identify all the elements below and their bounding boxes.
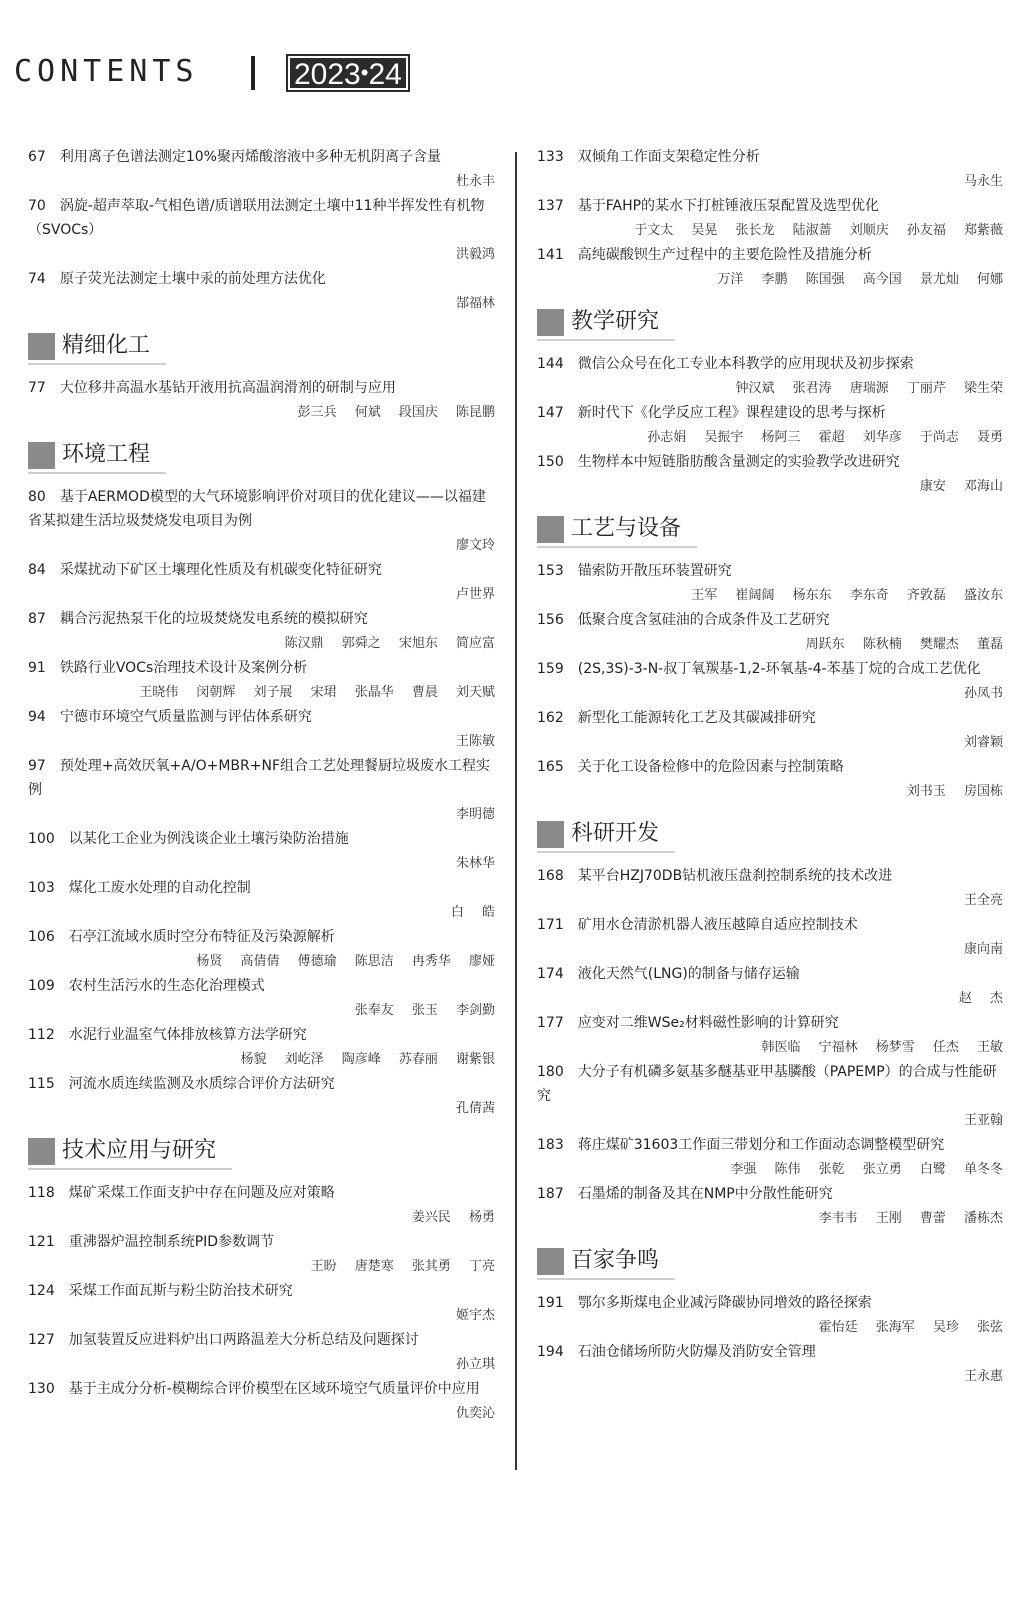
toc-entry[interactable] bbox=[28, 925, 495, 974]
entry-title-line bbox=[28, 607, 495, 631]
entry-title-line bbox=[28, 705, 495, 729]
entry-title-line bbox=[28, 485, 495, 533]
section-heading bbox=[537, 1244, 1003, 1282]
entry-page-number: 70 bbox=[28, 198, 46, 214]
entry-page-number: 121 bbox=[28, 1234, 55, 1250]
entry-authors: 王盼 唐楚寒 张其勇 丁亮 bbox=[310, 1259, 495, 1274]
entry-title-line bbox=[28, 1181, 495, 1205]
toc-entry[interactable] bbox=[537, 243, 1003, 292]
entry-page-number: 141 bbox=[537, 247, 564, 263]
entry-title-line bbox=[537, 1011, 1003, 1035]
toc-entry[interactable] bbox=[537, 1011, 1003, 1060]
section-marker-icon bbox=[537, 1248, 564, 1275]
entry-title: 农村生活污水的生态化治理模式 bbox=[68, 978, 265, 994]
entry-title: 涡旋-超声萃取-气相色谱/质谱联用法测定土壤中11种半挥发性有机物（SVOCs） bbox=[28, 198, 485, 238]
toc-entry[interactable] bbox=[537, 1060, 1003, 1133]
entry-title: (2S,3S)-3-N-叔丁氧羰基-1,2-环氧基-4-苯基丁烷的合成工艺优化 bbox=[577, 661, 981, 677]
toc-entry[interactable] bbox=[28, 485, 495, 558]
entry-title: 宁德市环境空气质量监测与评估体系研究 bbox=[59, 709, 312, 725]
entry-title: 鄂尔多斯煤电企业减污降碳协同增效的路径探索 bbox=[577, 1295, 872, 1311]
toc-entry[interactable] bbox=[28, 607, 495, 656]
entry-title: 生物样本中短链脂肪酸含量测定的实验教学改进研究 bbox=[577, 454, 900, 470]
section-underline bbox=[537, 851, 675, 853]
toc-entry[interactable] bbox=[537, 913, 1003, 962]
toc-entry[interactable] bbox=[537, 145, 1003, 194]
section-title: 工艺与设备 bbox=[571, 516, 682, 541]
entry-page-number: 118 bbox=[28, 1185, 55, 1201]
toc-entry[interactable] bbox=[537, 559, 1003, 608]
toc-entry[interactable] bbox=[28, 754, 495, 827]
section-marker-icon bbox=[537, 309, 564, 336]
entry-title-line bbox=[537, 1182, 1003, 1206]
section-marker-icon bbox=[28, 333, 55, 360]
section-heading bbox=[537, 817, 1003, 855]
entry-page-number: 124 bbox=[28, 1283, 55, 1299]
entry-title: 基于AERMOD模型的大气环境影响评价对项目的优化建议——以福建省某拟建生活垃圾焚烧发电项目为例 bbox=[28, 489, 486, 529]
section-underline bbox=[28, 1168, 232, 1170]
entry-page-number: 191 bbox=[537, 1295, 564, 1311]
entry-authors: 卢世界 bbox=[455, 587, 495, 602]
entry-authors: 刘书玉 房国栋 bbox=[906, 784, 1003, 799]
entry-authors: 孔倩茜 bbox=[455, 1101, 495, 1116]
entry-authors: 王陈敏 bbox=[455, 734, 495, 749]
header-divider bbox=[251, 56, 255, 90]
entry-title: 低聚合度含氢硅油的合成条件及工艺研究 bbox=[577, 612, 830, 628]
toc-entry[interactable] bbox=[28, 1377, 495, 1426]
entry-page-number: 77 bbox=[28, 380, 46, 396]
toc-entry[interactable] bbox=[28, 656, 495, 705]
entry-title-line bbox=[537, 755, 1003, 779]
entry-page-number: 144 bbox=[537, 356, 564, 372]
section-underline bbox=[537, 1278, 675, 1280]
toc-entry[interactable] bbox=[537, 657, 1003, 706]
entry-title: 原子荧光法测定土壤中汞的前处理方法优化 bbox=[59, 271, 326, 287]
entry-title: 锚索防开散压环装置研究 bbox=[577, 563, 732, 579]
entry-title: 新型化工能源转化工艺及其碳减排研究 bbox=[577, 710, 816, 726]
entry-title-line bbox=[28, 267, 495, 291]
toc-entry[interactable] bbox=[28, 376, 495, 425]
toc-entry[interactable] bbox=[537, 401, 1003, 450]
entry-page-number: 147 bbox=[537, 405, 564, 421]
entry-title-line bbox=[537, 401, 1003, 425]
toc-entry[interactable] bbox=[28, 1279, 495, 1328]
entry-title: 新时代下《化学反应工程》课程建设的思考与探析 bbox=[577, 405, 886, 421]
entry-title-line bbox=[28, 1230, 495, 1254]
entry-title: 矿用水仓清淤机器人液压越障自适应控制技术 bbox=[577, 917, 858, 933]
entry-page-number: 91 bbox=[28, 660, 46, 676]
entry-title: 加氢装置反应进料炉出口两路温差大分析总结及问题探讨 bbox=[68, 1332, 419, 1348]
entry-authors: 李强 陈伟 张乾 张立勇 白鹭 单冬冬 bbox=[730, 1162, 1003, 1177]
entry-page-number: 112 bbox=[28, 1027, 55, 1043]
entry-page-number: 150 bbox=[537, 454, 564, 470]
entry-authors: 康向南 bbox=[963, 942, 1003, 957]
toc-entry[interactable] bbox=[28, 1328, 495, 1377]
entry-page-number: 127 bbox=[28, 1332, 55, 1348]
entry-page-number: 84 bbox=[28, 562, 46, 578]
entry-title-line bbox=[28, 194, 495, 242]
section-underline bbox=[537, 546, 697, 548]
toc-entry[interactable] bbox=[537, 1340, 1003, 1389]
entry-page-number: 130 bbox=[28, 1381, 55, 1397]
entry-authors: 王军 崔阔阔 杨东东 李东奇 齐敦磊 盛汝东 bbox=[691, 588, 1003, 603]
entry-page-number: 183 bbox=[537, 1137, 564, 1153]
entry-authors: 王永惠 bbox=[963, 1369, 1003, 1384]
toc-entry[interactable] bbox=[537, 352, 1003, 401]
entry-page-number: 171 bbox=[537, 917, 564, 933]
entry-page-number: 80 bbox=[28, 489, 46, 505]
toc-entry[interactable] bbox=[537, 706, 1003, 755]
entry-authors: 王全亮 bbox=[963, 893, 1003, 908]
section-title: 教学研究 bbox=[571, 309, 660, 334]
entry-authors: 仇奕沁 bbox=[455, 1406, 495, 1421]
section-heading bbox=[537, 305, 1003, 343]
entry-page-number: 94 bbox=[28, 709, 46, 725]
contents-title: CONTENTS bbox=[14, 54, 199, 89]
entry-title: 基于主成分分析-模糊综合评价模型在区域环境空气质量评价中应用 bbox=[68, 1381, 480, 1397]
left-column bbox=[28, 145, 495, 1426]
entry-authors: 洪毅鸿 bbox=[455, 247, 495, 262]
entry-title-line bbox=[537, 864, 1003, 888]
entry-page-number: 106 bbox=[28, 929, 55, 945]
entry-authors: 张奉友 张玉 李剑勤 bbox=[354, 1003, 495, 1018]
toc-entry[interactable] bbox=[28, 558, 495, 607]
contents-header bbox=[14, 52, 1014, 92]
column-divider bbox=[515, 152, 517, 1470]
entry-page-number: 187 bbox=[537, 1186, 564, 1202]
entry-title: 高纯碳酸钡生产过程中的主要危险性及措施分析 bbox=[577, 247, 872, 263]
entry-title: 河流水质连续监测及水质综合评价方法研究 bbox=[68, 1076, 335, 1092]
entry-title-line bbox=[537, 962, 1003, 986]
entry-authors: 李韦韦 王刚 曹蕾 潘栋杰 bbox=[818, 1211, 1003, 1226]
entry-page-number: 156 bbox=[537, 612, 564, 628]
entry-authors: 李明德 bbox=[455, 807, 495, 822]
entry-page-number: 103 bbox=[28, 880, 55, 896]
section-heading bbox=[28, 1134, 495, 1172]
section-underline bbox=[537, 339, 675, 341]
entry-page-number: 180 bbox=[537, 1064, 564, 1080]
entry-page-number: 165 bbox=[537, 759, 564, 775]
entry-title-line bbox=[537, 559, 1003, 583]
toc-entry[interactable] bbox=[537, 1291, 1003, 1340]
entry-authors: 霍怡廷 张海军 吴珍 张弦 bbox=[818, 1320, 1003, 1335]
entry-authors: 周跃东 陈秋楠 樊耀杰 董磊 bbox=[805, 637, 1003, 652]
entry-title-line bbox=[28, 1023, 495, 1047]
toc-entry[interactable] bbox=[28, 1072, 495, 1121]
entry-title: 大位移井高温水基钻开液用抗高温润滑剂的研制与应用 bbox=[59, 380, 396, 396]
entry-authors: 姜兴民 杨勇 bbox=[411, 1210, 495, 1225]
section-heading bbox=[28, 329, 495, 367]
entry-title: 水泥行业温室气体排放核算方法学研究 bbox=[68, 1027, 307, 1043]
entry-title: 利用离子色谱法测定10%聚丙烯酸溶液中多种无机阴离子含量 bbox=[59, 149, 441, 165]
entry-title: 大分子有机磷多氨基多醚基亚甲基膦酸（PAPEMP）的合成与性能研究 bbox=[537, 1064, 997, 1104]
issue-badge bbox=[286, 54, 410, 92]
entry-authors: 赵 杰 bbox=[958, 991, 1003, 1006]
entry-title-line bbox=[537, 145, 1003, 169]
entry-title-line bbox=[537, 1291, 1003, 1315]
section-underline bbox=[28, 363, 166, 365]
entry-authors: 马永生 bbox=[963, 174, 1003, 189]
entry-title: 微信公众号在化工专业本科教学的应用现状及初步探索 bbox=[577, 356, 914, 372]
entry-title-line bbox=[537, 1340, 1003, 1364]
entry-authors: 彭三兵 何斌 段国庆 陈昆鹏 bbox=[297, 405, 495, 420]
entry-page-number: 159 bbox=[537, 661, 564, 677]
entry-authors: 钟汉斌 张君涛 唐瑞源 丁丽芹 梁生荣 bbox=[735, 381, 1003, 396]
toc-entry[interactable] bbox=[28, 876, 495, 925]
entry-authors: 韩医临 宁福林 杨梦雪 任杰 王敏 bbox=[761, 1040, 1003, 1055]
entry-title: 以某化工企业为例浅谈企业土壤污染防治措施 bbox=[68, 831, 349, 847]
entry-page-number: 137 bbox=[537, 198, 564, 214]
entry-title: 石油仓储场所防火防爆及消防安全管理 bbox=[577, 1344, 816, 1360]
entry-page-number: 87 bbox=[28, 611, 46, 627]
entry-authors: 陈汉鼎 郭舜之 宋旭东 简应富 bbox=[284, 636, 495, 651]
entry-title: 采煤扰动下矿区土壤理化性质及有机碳变化特征研究 bbox=[59, 562, 382, 578]
section-heading bbox=[28, 438, 495, 476]
section-marker-icon bbox=[28, 442, 55, 469]
entry-title-line bbox=[537, 608, 1003, 632]
entry-title-line bbox=[28, 1377, 495, 1401]
entry-title-line bbox=[28, 925, 495, 949]
entry-title-line bbox=[28, 876, 495, 900]
entry-authors: 廖文玲 bbox=[455, 538, 495, 553]
entry-title-line bbox=[537, 243, 1003, 267]
section-marker-icon bbox=[537, 821, 564, 848]
entry-page-number: 74 bbox=[28, 271, 46, 287]
entry-title: 铁路行业VOCs治理技术设计及案例分析 bbox=[59, 660, 308, 676]
entry-title: 耦合污泥热泵干化的垃圾焚烧发电系统的模拟研究 bbox=[59, 611, 368, 627]
entry-authors: 白 皓 bbox=[450, 905, 495, 920]
entry-title: 蒋庄煤矿31603工作面三带划分和工作面动态调整模型研究 bbox=[577, 1137, 945, 1153]
right-column bbox=[537, 145, 1003, 1389]
entry-title-line bbox=[28, 656, 495, 680]
entry-page-number: 115 bbox=[28, 1076, 55, 1092]
entry-title-line bbox=[28, 754, 495, 802]
toc-entry[interactable] bbox=[28, 145, 495, 194]
entry-title-line bbox=[28, 1072, 495, 1096]
entry-title: 关于化工设备检修中的危险因素与控制策略 bbox=[577, 759, 844, 775]
entry-page-number: 109 bbox=[28, 978, 55, 994]
entry-title-line bbox=[537, 352, 1003, 376]
toc-entry[interactable] bbox=[537, 1182, 1003, 1231]
toc-entry[interactable] bbox=[537, 962, 1003, 1011]
entry-authors: 杨貌 刘屹泽 陶彦峰 苏春丽 谢紫银 bbox=[240, 1052, 495, 1067]
toc-entry[interactable] bbox=[28, 267, 495, 316]
entry-title: 双倾角工作面支架稳定性分析 bbox=[577, 149, 760, 165]
issue-dot: • bbox=[360, 60, 369, 85]
entry-page-number: 133 bbox=[537, 149, 564, 165]
section-title: 科研开发 bbox=[571, 821, 660, 846]
entry-authors: 杨贤 高倩倩 傅德瑜 陈思洁 冉秀华 廖娅 bbox=[196, 954, 495, 969]
entry-page-number: 174 bbox=[537, 966, 564, 982]
entry-authors: 姬宇杰 bbox=[455, 1308, 495, 1323]
entry-title-line bbox=[28, 974, 495, 998]
toc-entry[interactable] bbox=[537, 608, 1003, 657]
entry-authors: 刘睿颖 bbox=[963, 735, 1003, 750]
entry-page-number: 153 bbox=[537, 563, 564, 579]
section-title: 技术应用与研究 bbox=[62, 1138, 217, 1163]
toc-entry[interactable] bbox=[537, 864, 1003, 913]
entry-authors: 孙志娟 吴振宇 杨阿三 霍超 刘华彦 于尚志 聂勇 bbox=[647, 430, 1003, 445]
entry-title-line bbox=[28, 376, 495, 400]
entry-authors: 王晓伟 闵朝辉 刘子展 宋珺 张晶华 曹晨 刘天赋 bbox=[139, 685, 495, 700]
section-title: 百家争鸣 bbox=[571, 1248, 660, 1273]
entry-title: 煤化工废水处理的自动化控制 bbox=[68, 880, 251, 896]
toc-entry[interactable] bbox=[28, 974, 495, 1023]
issue-number: 24 bbox=[368, 58, 402, 91]
toc-entry[interactable] bbox=[28, 705, 495, 754]
toc-entry[interactable] bbox=[28, 1023, 495, 1072]
entry-title-line bbox=[537, 706, 1003, 730]
entry-title-line bbox=[537, 1133, 1003, 1157]
entry-title-line bbox=[537, 194, 1003, 218]
entry-title: 采煤工作面瓦斯与粉尘防治技术研究 bbox=[68, 1283, 293, 1299]
entry-title-line bbox=[28, 558, 495, 582]
entry-title-line bbox=[537, 913, 1003, 937]
entry-authors: 朱林华 bbox=[455, 856, 495, 871]
toc-entry[interactable] bbox=[28, 1230, 495, 1279]
entry-title: 某平台HZJ70DB钻机液压盘刹控制系统的技术改进 bbox=[577, 868, 893, 884]
entry-authors: 万洋 李鹏 陈国强 高今国 景尤灿 何娜 bbox=[717, 272, 1003, 287]
entry-title: 预处理+高效厌氧+A/O+MBR+NF组合工艺处理餐厨垃圾废水工程实例 bbox=[28, 758, 490, 798]
toc-entry[interactable] bbox=[537, 1133, 1003, 1182]
entry-title-line bbox=[28, 827, 495, 851]
entry-page-number: 168 bbox=[537, 868, 564, 884]
entry-authors: 杜永丰 bbox=[455, 174, 495, 189]
entry-title: 液化天然气(LNG)的制备与储存运输 bbox=[577, 966, 800, 982]
entry-title: 基于FAHP的某水下打桩锤液压泵配置及选型优化 bbox=[577, 198, 880, 214]
entry-title: 石亭江流域水质时空分布特征及污染源解析 bbox=[68, 929, 335, 945]
toc-entry[interactable] bbox=[28, 194, 495, 267]
entry-title-line bbox=[28, 1328, 495, 1352]
section-underline bbox=[28, 472, 166, 474]
entry-title: 石墨烯的制备及其在NMP中分散性能研究 bbox=[577, 1186, 833, 1202]
toc-entry[interactable] bbox=[537, 755, 1003, 804]
entry-page-number: 162 bbox=[537, 710, 564, 726]
section-heading bbox=[537, 512, 1003, 550]
entry-authors: 郜福林 bbox=[455, 296, 495, 311]
entry-authors: 于文太 吴晃 张长龙 陆淑蔷 刘顺庆 孙友福 郑紫薇 bbox=[634, 223, 1003, 238]
entry-title: 应变对二维WSe₂材料磁性影响的计算研究 bbox=[577, 1015, 839, 1031]
entry-page-number: 67 bbox=[28, 149, 46, 165]
entry-title-line bbox=[28, 145, 495, 169]
entry-title: 重沸器炉温控制系统PID参数调节 bbox=[68, 1234, 275, 1250]
entry-authors: 王亚翰 bbox=[963, 1113, 1003, 1128]
section-marker-icon bbox=[28, 1138, 55, 1165]
entry-title-line bbox=[28, 1279, 495, 1303]
entry-page-number: 194 bbox=[537, 1344, 564, 1360]
entry-authors: 康安 邓海山 bbox=[919, 479, 1003, 494]
entry-page-number: 177 bbox=[537, 1015, 564, 1031]
toc-entry[interactable] bbox=[537, 194, 1003, 243]
issue-year: 2023 bbox=[294, 58, 361, 91]
toc-entry[interactable] bbox=[537, 450, 1003, 499]
entry-page-number: 100 bbox=[28, 831, 55, 847]
section-title: 精细化工 bbox=[62, 333, 151, 358]
entry-title: 煤矿采煤工作面支护中存在问题及应对策略 bbox=[68, 1185, 335, 1201]
entry-title-line bbox=[537, 1060, 1003, 1108]
entry-title-line bbox=[537, 657, 1003, 681]
entry-title-line bbox=[537, 450, 1003, 474]
entry-page-number: 97 bbox=[28, 758, 46, 774]
toc-entry[interactable] bbox=[28, 827, 495, 876]
entry-authors: 孙凤书 bbox=[963, 686, 1003, 701]
section-title: 环境工程 bbox=[62, 442, 151, 467]
toc-entry[interactable] bbox=[28, 1181, 495, 1230]
entry-authors: 孙立琪 bbox=[455, 1357, 495, 1372]
section-marker-icon bbox=[537, 516, 564, 543]
